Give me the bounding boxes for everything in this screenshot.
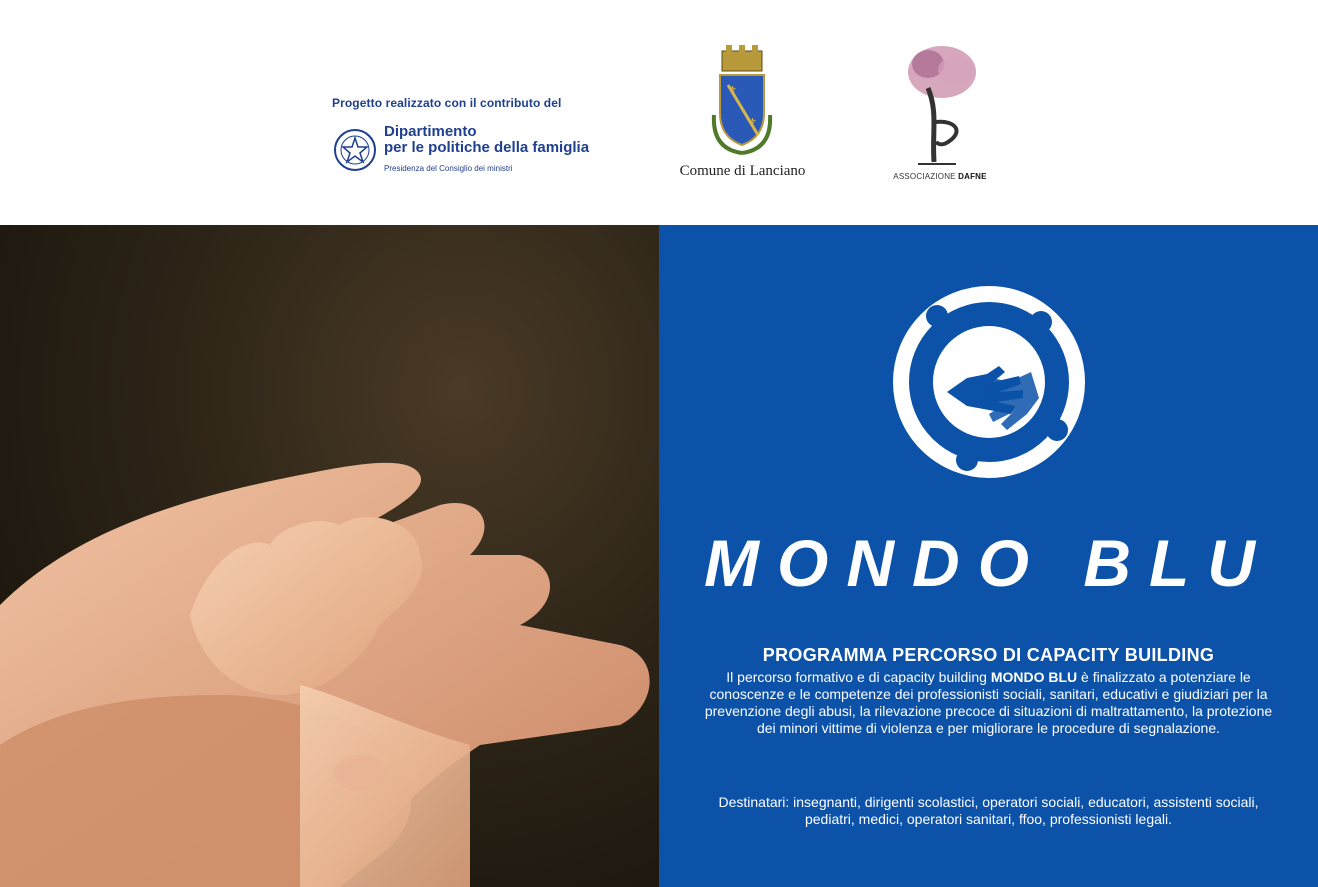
dept-subtitle: Presidenza del Consiglio dei ministri bbox=[384, 164, 513, 173]
program-title: PROGRAMMA PERCORSO DI CAPACITY BUILDING bbox=[762, 645, 1215, 665]
dafne-label-prefix: ASSOCIAZIONE bbox=[893, 172, 959, 181]
recipients-text: Destinatari: insegnanti, dirigenti scolastici, operatori sociali, educatori, assistenti sociali, pediatri, medici, operatori sanitari, ffoo, professionisti legali. bbox=[718, 794, 1259, 827]
desc-bold: MONDO BLU bbox=[990, 669, 1078, 685]
dept-name-line2: per le politiche della famiglia bbox=[384, 139, 590, 156]
holding-hands-image bbox=[0, 225, 659, 887]
info-panel bbox=[659, 225, 1318, 887]
mondo-blu-logo-icon bbox=[889, 282, 1089, 482]
dafne-label bbox=[880, 172, 1000, 181]
dept-name-line1: Dipartimento bbox=[384, 123, 477, 140]
tree-icon bbox=[898, 42, 982, 167]
dipartimento-logo bbox=[332, 96, 602, 186]
desc-suffix: è finalizzato a potenziare le conoscenze e le competenze dei professionisti sociali, sanitari, educativi e giudiziari per la prevenzione degli abusi, la rilevazione precoce di situazioni di maltrattamento, la protezione dei minori vittime di violenza e per migliorare le procedure di segnalazione. bbox=[704, 669, 1273, 736]
dafne-label-bold: DAFNE bbox=[958, 172, 987, 181]
hands-photo bbox=[0, 225, 659, 887]
desc-prefix: Il percorso formativo e di capacity building bbox=[726, 669, 991, 685]
lanciano-label: Comune di Lanciano bbox=[679, 163, 806, 179]
lanciano-coat-of-arms-icon bbox=[708, 45, 778, 157]
header bbox=[0, 0, 1318, 225]
brand-title: MONDO BLU bbox=[704, 526, 1273, 600]
lanciano-logo bbox=[670, 45, 815, 185]
dafne-logo bbox=[880, 42, 1000, 187]
svg-text:⚜: ⚜ bbox=[728, 85, 737, 96]
svg-text:⚜: ⚜ bbox=[748, 117, 757, 128]
program-description bbox=[699, 669, 1278, 737]
italian-emblem-icon bbox=[332, 124, 378, 176]
dept-name bbox=[384, 124, 589, 156]
dept-caption: Progetto realizzato con il contributo del bbox=[332, 96, 562, 110]
